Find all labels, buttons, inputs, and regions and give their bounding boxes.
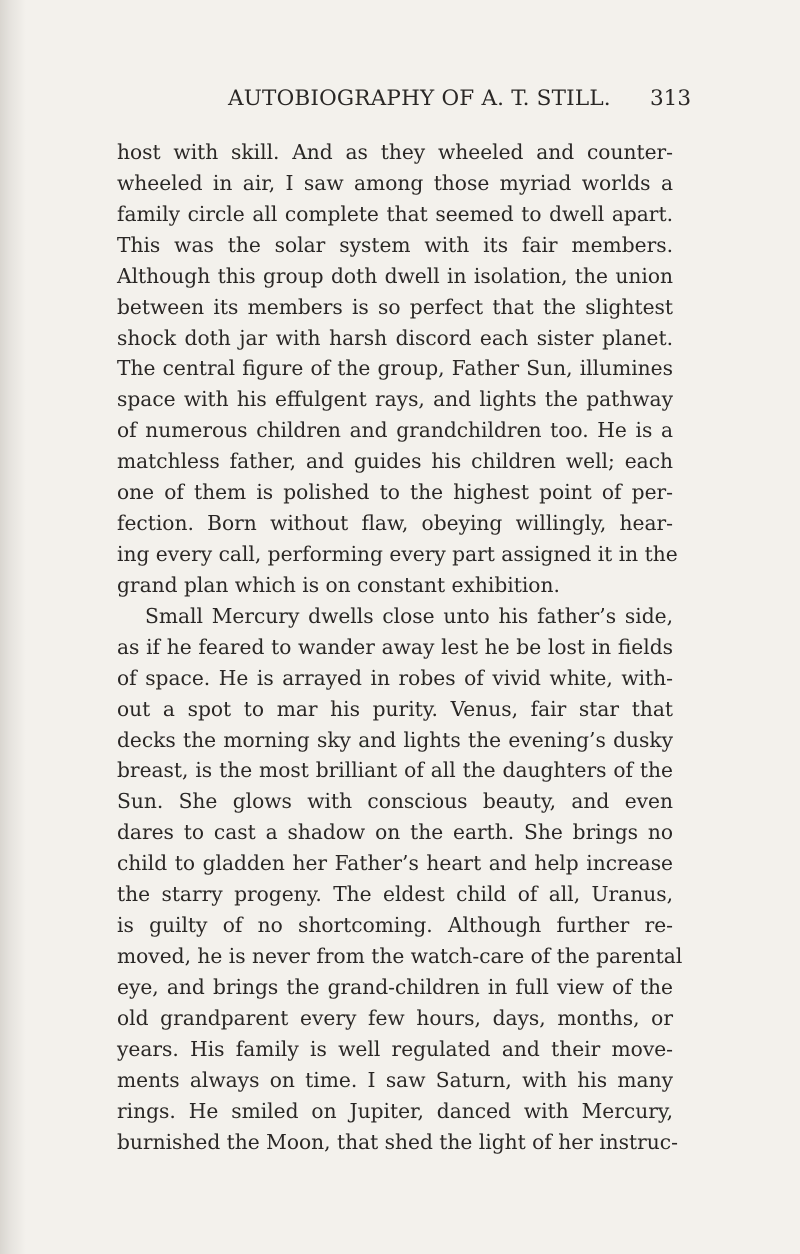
text-line: shock doth jar with harsh discord each sister planet. xyxy=(117,325,673,350)
text-line: of space. He is arrayed in robes of vivid white, with- xyxy=(117,665,673,690)
text-line: burnished the Moon, that shed the light of her instruc- xyxy=(117,1129,678,1154)
text-line: eye, and brings the grand-children in full view of the xyxy=(117,974,673,999)
text-line: fection. Born without flaw, obeying willingly, hear- xyxy=(117,511,673,536)
text-line: Sun. She glows with conscious beauty, and even xyxy=(117,789,673,814)
text-line: as if he feared to wander away lest he be lost in fields xyxy=(117,634,673,659)
page-header xyxy=(0,82,800,116)
page-gutter-shadow xyxy=(0,0,26,1254)
body-text xyxy=(117,137,683,1157)
text-line: breast, is the most brilliant of all the daughters of the xyxy=(117,758,673,783)
text-line: between its members is so perfect that the slightest xyxy=(117,294,673,319)
text-line: is guilty of no shortcoming. Although further re- xyxy=(117,913,673,938)
paragraph-end-line: grand plan which is on constant exhibition. xyxy=(117,572,560,597)
text-line: matchless father, and guides his children well; each xyxy=(117,449,673,474)
text-line: space with his effulgent rays, and lights the pathway xyxy=(117,387,673,412)
text-line: host with skill. And as they wheeled and counter- xyxy=(117,140,673,164)
paragraph-start-line: Small Mercury dwells close unto his father’s side, xyxy=(145,603,673,628)
text-line: decks the morning sky and lights the evening’s dusky xyxy=(117,727,673,752)
text-line: out a spot to mar his purity. Venus, fair star that xyxy=(117,696,673,721)
text-line: of numerous children and grandchildren too. He is a xyxy=(117,418,673,443)
text-line: one of them is polished to the highest point of per- xyxy=(117,480,673,505)
text-line: ments always on time. I saw Saturn, with his many xyxy=(117,1067,673,1092)
text-line: rings. He smiled on Jupiter, danced with Mercury, xyxy=(117,1098,673,1123)
running-head: AUTOBIOGRAPHY OF A. T. STILL. xyxy=(228,86,611,111)
text-line: old grandparent every few hours, days, months, or xyxy=(117,1005,673,1030)
text-line: This was the solar system with its fair members. xyxy=(117,232,673,257)
text-line: the starry progeny. The eldest child of all, Uranus, xyxy=(117,882,673,907)
text-line: child to gladden her Father’s heart and help increase xyxy=(117,851,673,876)
text-line: wheeled in air, I saw among those myriad worlds a xyxy=(117,170,673,195)
text-line: Although this group doth dwell in isolation, the union xyxy=(117,263,673,288)
text-line: family circle all complete that seemed to dwell apart. xyxy=(117,201,673,226)
text-line: The central figure of the group, Father Sun, illumines xyxy=(117,356,673,381)
page-number: 313 xyxy=(650,86,692,111)
text-line: years. His family is well regulated and their move- xyxy=(117,1036,673,1061)
text-line: ing every call, performing every part assigned it in the xyxy=(117,541,678,566)
text-line: dares to cast a shadow on the earth. She brings no xyxy=(117,820,673,845)
text-line: moved, he is never from the watch-care of the parental xyxy=(117,943,683,968)
